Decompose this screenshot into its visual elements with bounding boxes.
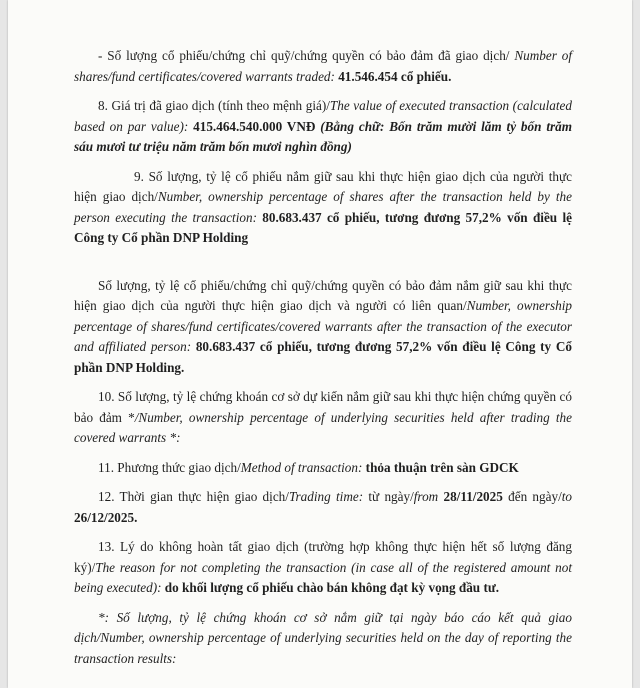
- item-10-label-en: /Number, ownership percentage of underlying securities held after trading the covered warrants *:: [74, 409, 573, 445]
- item-11-label-en: Method of transaction:: [240, 459, 363, 475]
- item-7-shares-traded: [74, 46, 572, 87]
- item-8-value: 415.464.540.000 VNĐ: [188, 118, 321, 134]
- item-12-from-vi: từ ngày/: [363, 489, 414, 504]
- footnote: *: Số lượng, tỷ lệ chứng khoán cơ sở nắm giữ tại ngày báo cáo kết quả giao dịch/Number, ownership percentage of underlying securities held on the day of reporting the transaction results:: [74, 609, 572, 666]
- item-12-from-date: 28/11/2025: [438, 489, 503, 504]
- item-12-trading-time: [74, 487, 572, 528]
- document-page: [8, 0, 632, 688]
- item-9-holdings-after: [74, 167, 572, 249]
- item-9b-holdings-affiliated: [74, 276, 572, 379]
- item-9b-label-vi: Số lượng, tỷ lệ cổ phiếu/chứng chỉ quỹ/chứng quyền có bảo đảm nắm giữ sau khi thực hiện giao dịch của người thực hiện giao dịch và người có liên quan/: [74, 277, 572, 313]
- item-8-value-words: (Bằng chữ: Bốn trăm mười lăm tỷ bốn trăm sáu mươi tư triệu năm trăm bốn mươi nghìn đồng): [74, 118, 572, 154]
- item-9b-label-en: Number, ownership percentage of shares/fund certificates/covered warrants after the transaction of the executor and affiliated person:: [74, 298, 573, 354]
- item-12-label-vi: 12. Thời gian thực hiện giao dịch/: [98, 489, 289, 504]
- item-12-to-date: 26/12/2025.: [74, 509, 138, 525]
- item-10-underlying-securities: [74, 387, 572, 449]
- document-body: [74, 46, 572, 678]
- item-9-label-vi: 9. Số lượng, tỷ lệ cổ phiếu nắm giữ sau khi thực hiện giao dịch của người thực hiện giao dịch/: [74, 168, 572, 204]
- item-12-from-en: from: [413, 489, 439, 504]
- item-11-label-vi: 11. Phương thức giao dịch/: [98, 459, 241, 475]
- item-13-label-en: The reason for not completing the transaction (in case all of the registered amount not being executed):: [74, 559, 572, 595]
- item-8-label-en: The value of executed transaction (calculated based on par value):: [74, 98, 572, 134]
- item-7-label-en: Number of shares/fund certificates/covered warrants traded:: [74, 48, 573, 84]
- item-8-label-vi: 8. Giá trị đã giao dịch (tính theo mệnh giá)/: [98, 98, 330, 113]
- item-7-value: 41.546.454 cổ phiếu.: [334, 68, 452, 84]
- spacer: [74, 258, 572, 276]
- item-13-value: do khối lượng cổ phiếu chào bán không đạt kỳ vọng đầu tư.: [161, 580, 500, 595]
- item-12-label-en: Trading time:: [288, 489, 364, 504]
- item-13-reason: [74, 537, 572, 599]
- item-10-label-vi: 10. Số lượng, tỷ lệ chứng khoán cơ sở dự kiến nắm giữ sau khi thực hiện chứng quyền có bảo đảm *: [74, 389, 572, 425]
- item-13-label-vi: 13. Lý do không hoàn tất giao dịch (trường hợp không thực hiện hết số lượng đăng ký)/: [74, 539, 572, 575]
- item-9-label-en: Number, ownership percentage of shares after the transaction held by the person executing the transaction:: [74, 189, 572, 225]
- item-12-to-vi: đến ngày/: [502, 489, 562, 504]
- item-9b-value: 80.683.437 cổ phiếu, tương đương 57,2% vốn điều lệ Công ty Cổ phần DNP Holding.: [74, 339, 572, 375]
- item-8-transaction-value: [74, 96, 572, 158]
- item-11-method: [74, 458, 572, 479]
- item-11-value: thỏa thuận trên sàn GDCK: [362, 459, 519, 475]
- item-7-label-vi: - Số lượng cổ phiếu/chứng chỉ quỹ/chứng quyền có bảo đảm đã giao dịch/: [98, 48, 510, 63]
- item-12-to-en: to: [561, 489, 573, 504]
- item-9-value: 80.683.437 cổ phiếu, tương đương 57,2% vốn điều lệ Công ty Cổ phần DNP Holding: [74, 209, 572, 245]
